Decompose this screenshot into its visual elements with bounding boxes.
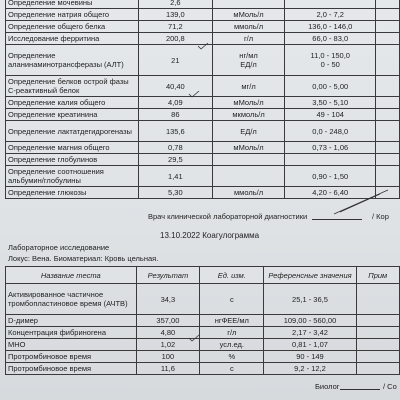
test-reference: 25,1 - 36,5 [264,284,356,315]
test-note [376,0,400,9]
test-value: 86 [138,109,212,121]
test-note [356,351,400,363]
test-unit: ЕД/л [212,121,285,142]
test-name: Исследование ферритина [6,33,139,45]
test-name: Определение мочевины [6,0,139,9]
test-reference: 66,0 - 83,0 [285,33,376,45]
test-reference: 0,81 - 1,07 [264,339,356,351]
test-value: 1,02 [136,339,200,351]
lab-section-label: Лабораторное исследование [8,243,110,252]
biochemistry-row [6,9,400,21]
test-reference: 90 - 149 [264,351,356,363]
biochemistry-row [6,97,400,109]
test-value: 71,2 [138,21,212,33]
coagulogram-row [6,284,400,315]
test-unit [212,45,285,76]
test-value: 4,80 [136,327,200,339]
test-reference: 4,20 - 6,40 [285,187,376,199]
test-unit: с [200,284,264,315]
test-name: Протромбиновое время [6,363,137,375]
test-unit: усл.ед. [200,339,264,351]
test-value: 200,8 [138,33,212,45]
test-name: Определение натрия общего [6,9,139,21]
test-reference: 136,0 - 146,0 [285,21,376,33]
test-value: 40,40 [138,76,212,97]
checkmark-crp [188,90,200,98]
test-name: Определение глюкозы [6,187,139,199]
test-name: Определение аланинаминотрансферазы (АЛТ) [6,45,139,76]
test-name: Активированное частичное тромбопластиновое время (АЧТВ) [6,284,137,315]
test-note [356,363,400,375]
biochemistry-table [5,0,400,199]
test-unit [212,0,285,9]
test-note [376,21,400,33]
test-note [356,339,400,351]
header-reference: Референсные значения [264,267,356,284]
coagulogram-row [6,351,400,363]
biochemistry-row [6,21,400,33]
test-name: Протромбиновое время [6,351,137,363]
biochemistry-row [6,121,400,142]
unit-line-1: нг/мл [239,51,258,60]
test-note [376,97,400,109]
test-value: 34,3 [136,284,200,315]
test-unit: мМоль/л [212,9,285,21]
test-unit: с [200,363,264,375]
biochemistry-row [6,166,400,187]
test-note [376,154,400,166]
test-unit: ммоль/л [212,187,285,199]
test-reference: 0,0 - 248,0 [285,121,376,142]
test-note [376,45,400,76]
biolog-label: Биолог [315,382,340,391]
test-note [376,76,400,97]
test-reference: 2,0 - 7,2 [285,9,376,21]
test-note [356,315,400,327]
biolog-tail: / Со [383,382,397,391]
test-unit: мМоль/л [212,142,285,154]
test-unit [212,154,285,166]
header-result: Результат [136,267,200,284]
test-reference: 0,00 - 5,00 [285,76,376,97]
test-name: D-димер [6,315,137,327]
biochemistry-row [6,76,400,97]
header-test-name: Название теста [6,267,137,284]
test-reference: 2,17 - 3,42 [264,327,356,339]
test-value: 11,6 [136,363,200,375]
test-reference [285,45,376,76]
checkmark-fibrinogen [188,334,200,342]
biochemistry-row [6,154,400,166]
biochemistry-row [6,142,400,154]
test-reference: 109,00 - 560,00 [264,315,356,327]
test-note [376,166,400,187]
test-name: Определение общего белка [6,21,139,33]
test-value: 100 [136,351,200,363]
test-value: 21 [138,45,212,76]
doctor-signature-tail: / Кор [372,212,389,221]
test-value: 139,0 [138,9,212,21]
test-note [376,33,400,45]
coagulogram-row [6,339,400,351]
ref-line-2: 0 - 50 [320,60,340,69]
test-note [376,9,400,21]
coagulogram-row [6,315,400,327]
biolog-signature-blank [340,389,380,390]
checkmark-ferritin [197,42,209,50]
test-unit: мМоль/л [212,97,285,109]
test-unit: мкмоль/л [212,109,285,121]
test-value: 0,78 [138,142,212,154]
test-name: Определение калия общего [6,97,139,109]
test-name: Концентрация фибриногена [6,327,137,339]
ref-line-1: 11,0 - 150,0 [310,51,350,60]
test-note [376,121,400,142]
test-reference: 0,90 - 1,50 [285,166,376,187]
test-name: Определение соотношения альбумин/глобулины [6,166,139,187]
coagulogram-header-row [6,267,400,284]
test-name: Определение лактатдегидрогеназы [6,121,139,142]
test-value: 29,5 [138,154,212,166]
test-value: 5,30 [138,187,212,199]
test-unit: мг/л [212,76,285,97]
test-value: 1,41 [138,166,212,187]
test-name: Определение креатинина [6,109,139,121]
test-note [356,284,400,315]
test-reference [285,154,376,166]
test-note [376,142,400,154]
test-unit: г/л [200,327,264,339]
coagulogram-row [6,327,400,339]
test-reference: 9,2 - 12,2 [264,363,356,375]
test-reference: 0,73 - 1,06 [285,142,376,154]
test-unit [212,166,285,187]
test-unit: нгФЕЕ/мл [200,315,264,327]
test-unit: % [200,351,264,363]
test-value: 135,6 [138,121,212,142]
test-name: Определение глобулинов [6,154,139,166]
test-reference: 3,50 - 5,10 [285,97,376,109]
coagulogram-row [6,363,400,375]
test-value: 2,6 [138,0,212,9]
test-name: Определение белков острой фазы С-реактивный белок [6,76,139,97]
test-value: 4,09 [138,97,212,109]
test-reference: 49 - 104 [285,109,376,121]
test-name: Определение магния общего [6,142,139,154]
unit-line-2: ЕД/л [240,60,257,69]
test-note [356,327,400,339]
doctor-signature-line: Врач клинической лабораторной диагностики [148,212,308,221]
biochemistry-row [6,0,400,9]
coagulogram-table [5,266,400,375]
test-reference [285,0,376,9]
biochemistry-row [6,109,400,121]
coagulogram-date-title: 13.10.2022 Коагулограмма [160,231,260,240]
test-name: МНО [6,339,137,351]
doctor-signature-blank-1 [312,219,362,220]
test-note [376,109,400,121]
header-unit: Ед. изм. [200,267,264,284]
test-unit: ммоль/л [212,21,285,33]
locus-line: Локус: Вена. Биоматериал: Кровь цельная. [8,254,159,263]
doctor-signature-scribble [330,188,390,218]
header-note: Прим [356,267,400,284]
test-value: 357,00 [136,315,200,327]
test-unit: г/л [212,33,285,45]
